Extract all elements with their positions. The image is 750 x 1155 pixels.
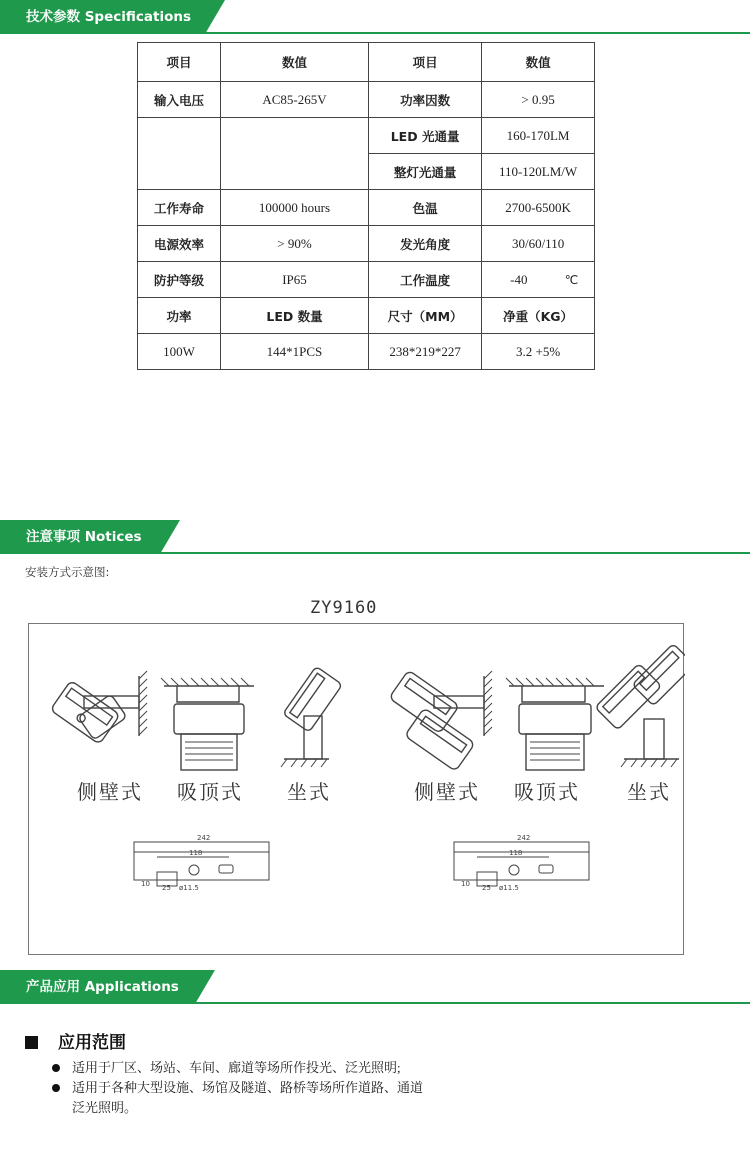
table-cell: 100000 hours bbox=[220, 190, 368, 226]
square-bullet-icon bbox=[25, 1036, 38, 1049]
seat-mount-illustration-right bbox=[595, 644, 685, 767]
table-cell-empty bbox=[138, 118, 221, 190]
table-cell: 工作温度 bbox=[369, 262, 482, 298]
applications-section-rule bbox=[0, 1002, 750, 1004]
bullet-icon bbox=[52, 1064, 60, 1072]
spec-table bbox=[137, 42, 595, 370]
table-cell: IP65 bbox=[220, 262, 368, 298]
application-scope-title: 应用范围 bbox=[58, 1033, 126, 1053]
specs-section-title-text: 技术参数 Specifications bbox=[26, 9, 191, 25]
table-cell: 110-120LM/W bbox=[482, 154, 595, 190]
table-cell: 144*1PCS bbox=[220, 334, 368, 370]
table-row bbox=[138, 334, 595, 370]
table-row bbox=[138, 262, 595, 298]
table-cell: 净重（KG） bbox=[482, 298, 595, 334]
table-cell-temp bbox=[482, 262, 595, 298]
dim-10-right: 10 bbox=[461, 880, 470, 888]
list-item-continuation bbox=[50, 1098, 470, 1118]
install-diagram-label: 安装方式示意图: bbox=[25, 565, 110, 579]
table-cell: AC85-265V bbox=[220, 82, 368, 118]
table-cell: 3.2 +5% bbox=[482, 334, 595, 370]
applications-section-title-text: 产品应用 Applications bbox=[26, 979, 179, 995]
table-cell-empty bbox=[220, 118, 368, 190]
specs-section-title bbox=[0, 0, 205, 34]
mount-label-ceiling-left: 吸顶式 bbox=[177, 780, 243, 804]
list-item bbox=[50, 1058, 470, 1078]
notices-section-title bbox=[0, 520, 160, 554]
table-cell: 工作寿命 bbox=[138, 190, 221, 226]
application-list bbox=[50, 1058, 470, 1118]
table-cell: LED 光通量 bbox=[369, 118, 482, 154]
dim-10-left: 10 bbox=[141, 880, 150, 888]
table-cell: 功率 bbox=[138, 298, 221, 334]
dim-11-left: ø11.5 bbox=[179, 884, 199, 892]
table-cell: LED 数量 bbox=[220, 298, 368, 334]
mount-label-seat-right: 坐式 bbox=[627, 780, 671, 804]
table-cell: 2700-6500K bbox=[482, 190, 595, 226]
application-scope-heading bbox=[25, 1028, 126, 1053]
temp-unit: ℃ bbox=[564, 272, 579, 287]
dim-118-left: 118 bbox=[189, 849, 203, 857]
table-cell: > 0.95 bbox=[482, 82, 595, 118]
table-row bbox=[138, 226, 595, 262]
notices-section-rule bbox=[0, 552, 750, 554]
table-row bbox=[138, 298, 595, 334]
seat-mount-illustration-left bbox=[281, 666, 342, 767]
applications-section-title bbox=[0, 970, 195, 1004]
table-row bbox=[138, 190, 595, 226]
dim-25-right: 25 bbox=[482, 884, 491, 892]
table-cell: 输入电压 bbox=[138, 82, 221, 118]
list-item-text: 适用于厂区、场站、车间、廊道等场所作投光、泛光照明; bbox=[72, 1060, 401, 1075]
installation-diagram bbox=[28, 623, 684, 955]
dim-11-right: ø11.5 bbox=[499, 884, 519, 892]
header-cell: 项目 bbox=[369, 43, 482, 82]
applications-section-header bbox=[0, 970, 750, 1004]
mount-label-wall-right: 侧壁式 bbox=[414, 780, 480, 804]
dim-242-right: 242 bbox=[517, 834, 531, 842]
header-cell: 数值 bbox=[220, 43, 368, 82]
model-number: ZY9160 bbox=[310, 598, 378, 618]
table-header-row bbox=[138, 43, 595, 82]
table-row bbox=[138, 118, 595, 154]
table-cell: 238*219*227 bbox=[369, 334, 482, 370]
ceiling-mount-illustration-right bbox=[506, 678, 604, 770]
list-item-text: 适用于各种大型设施、场馆及隧道、路桥等场所作道路、通道 bbox=[72, 1080, 424, 1095]
specs-section-header bbox=[0, 0, 750, 34]
table-cell: 功率因数 bbox=[369, 82, 482, 118]
table-cell: 发光角度 bbox=[369, 226, 482, 262]
notices-section-title-text: 注意事项 Notices bbox=[26, 529, 142, 545]
specs-section-rule bbox=[0, 32, 750, 34]
list-item-text: 泛光照明。 bbox=[72, 1100, 138, 1115]
table-cell: 30/60/110 bbox=[482, 226, 595, 262]
table-cell: > 90% bbox=[220, 226, 368, 262]
table-cell: 尺寸（MM） bbox=[369, 298, 482, 334]
table-cell: 160-170LM bbox=[482, 118, 595, 154]
header-cell: 数值 bbox=[482, 43, 595, 82]
header-cell: 项目 bbox=[138, 43, 221, 82]
dim-242-left: 242 bbox=[197, 834, 211, 842]
table-cell: 整灯光通量 bbox=[369, 154, 482, 190]
table-cell: 色温 bbox=[369, 190, 482, 226]
dim-118-right: 118 bbox=[509, 849, 523, 857]
mount-label-wall-left: 侧壁式 bbox=[77, 780, 143, 804]
wall-mount-illustration-left bbox=[50, 671, 147, 744]
dim-25-left: 25 bbox=[162, 884, 171, 892]
mount-label-ceiling-right: 吸顶式 bbox=[514, 780, 580, 804]
table-cell: 防护等级 bbox=[138, 262, 221, 298]
table-row bbox=[138, 82, 595, 118]
table-cell: 电源效率 bbox=[138, 226, 221, 262]
temp-value: -40 bbox=[510, 271, 528, 287]
table-cell: 100W bbox=[138, 334, 221, 370]
notices-section-header bbox=[0, 520, 750, 554]
wall-mount-illustration-right bbox=[389, 670, 492, 771]
mount-label-seat-left: 坐式 bbox=[287, 780, 331, 804]
list-item bbox=[50, 1078, 470, 1098]
ceiling-mount-illustration-left bbox=[161, 678, 254, 770]
bullet-icon bbox=[52, 1084, 60, 1092]
